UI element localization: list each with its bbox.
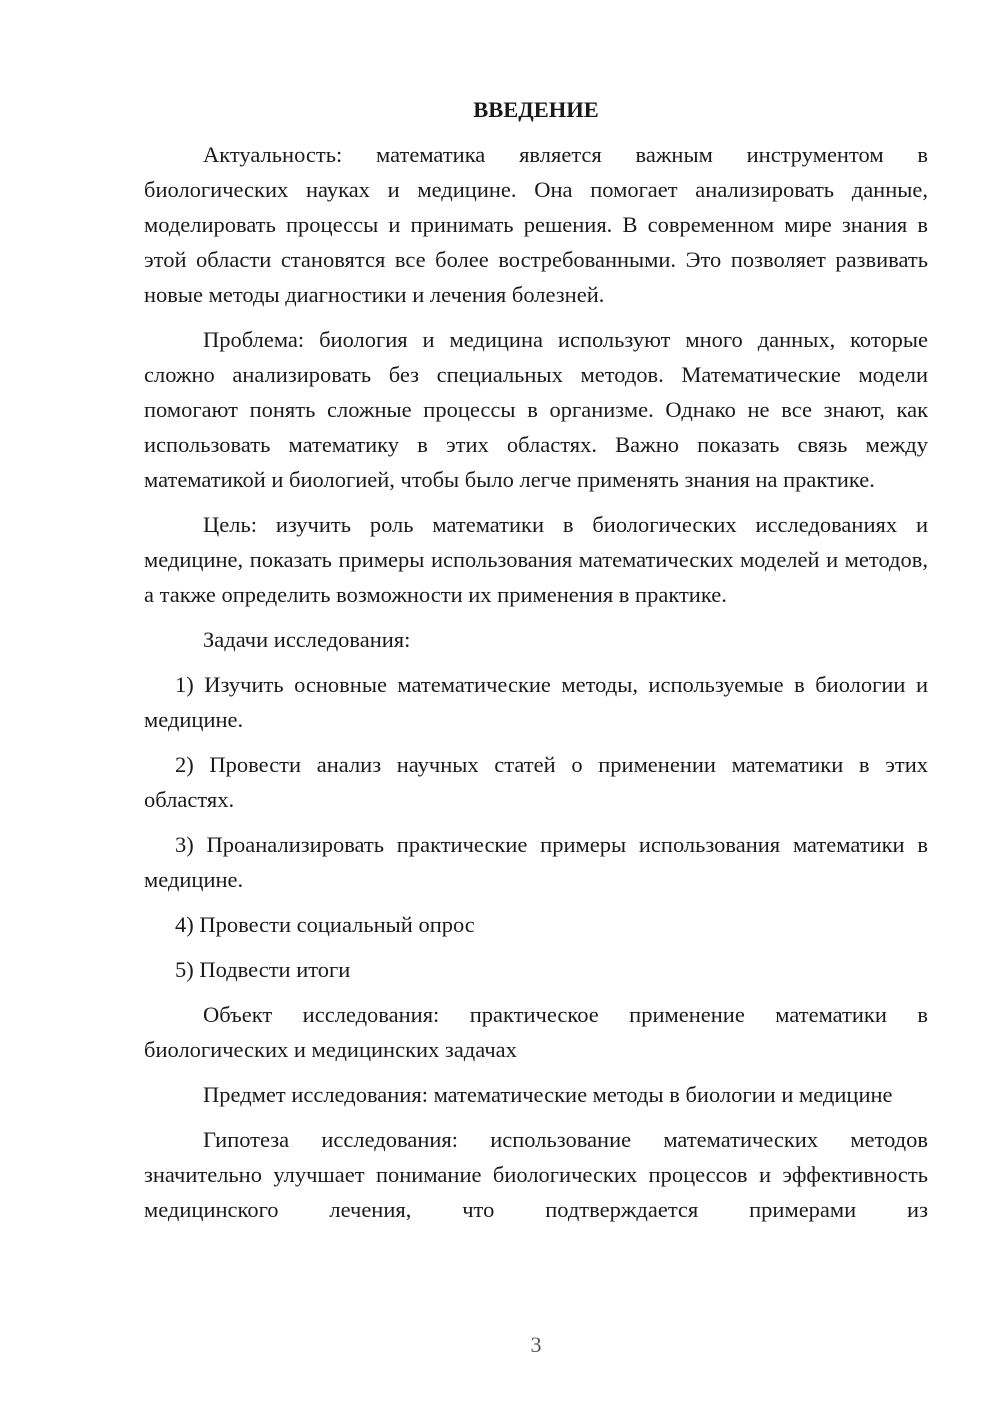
task-item: 4) Провести социальный опрос bbox=[175, 912, 475, 937]
goal-paragraph: Цель: изучить роль математики в биологических исследованиях и медицине, показать примеры использования математических моделей и методов, а также определить возможности их применения в практике. bbox=[144, 512, 928, 607]
section-title: ВВЕДЕНИЕ bbox=[473, 97, 599, 122]
page-number: 3 bbox=[530, 1332, 542, 1357]
problem-paragraph: Проблема: биология и медицина используют много данных, которые сложно анализировать без специальных методов. Математические модели помогают понять сложные процессы в организме. Однако не все знают, как использовать математику в этих областях. Важно показать связь между математикой и биологией, чтобы было легче применять знания на практике. bbox=[144, 327, 928, 492]
task-item: 5) Подвести итоги bbox=[175, 957, 351, 982]
subject-paragraph: Предмет исследования: математические методы в биологии и медицине bbox=[203, 1082, 893, 1107]
relevance-paragraph: Актуальность: математика является важным инструментом в биологических науках и медицине. Она помогает анализировать данные, моделировать процессы и принимать решения. В современном мире знания в этой области становятся все более востребованными. Это позволяет развивать новые методы диагностики и лечения болезней. bbox=[144, 142, 928, 307]
task-item: 1) Изучить основные математические методы, используемые в биологии и медицине. bbox=[144, 672, 928, 732]
task-item: 2) Провести анализ научных статей о применении математики в этих областях. bbox=[144, 752, 928, 812]
task-item: 3) Проанализировать практические примеры использования математики в медицине. bbox=[144, 832, 928, 892]
tasks-heading: Задачи исследования: bbox=[203, 627, 411, 652]
hypothesis-paragraph: Гипотеза исследования: использование математических методов значительно улучшает понимание биологических процессов и эффективность медицинского лечения, что подтверждается примерами из bbox=[144, 1127, 928, 1222]
page-content bbox=[144, 92, 928, 1237]
object-paragraph: Объект исследования: практическое применение математики в биологических и медицинских задачах bbox=[144, 1002, 928, 1062]
